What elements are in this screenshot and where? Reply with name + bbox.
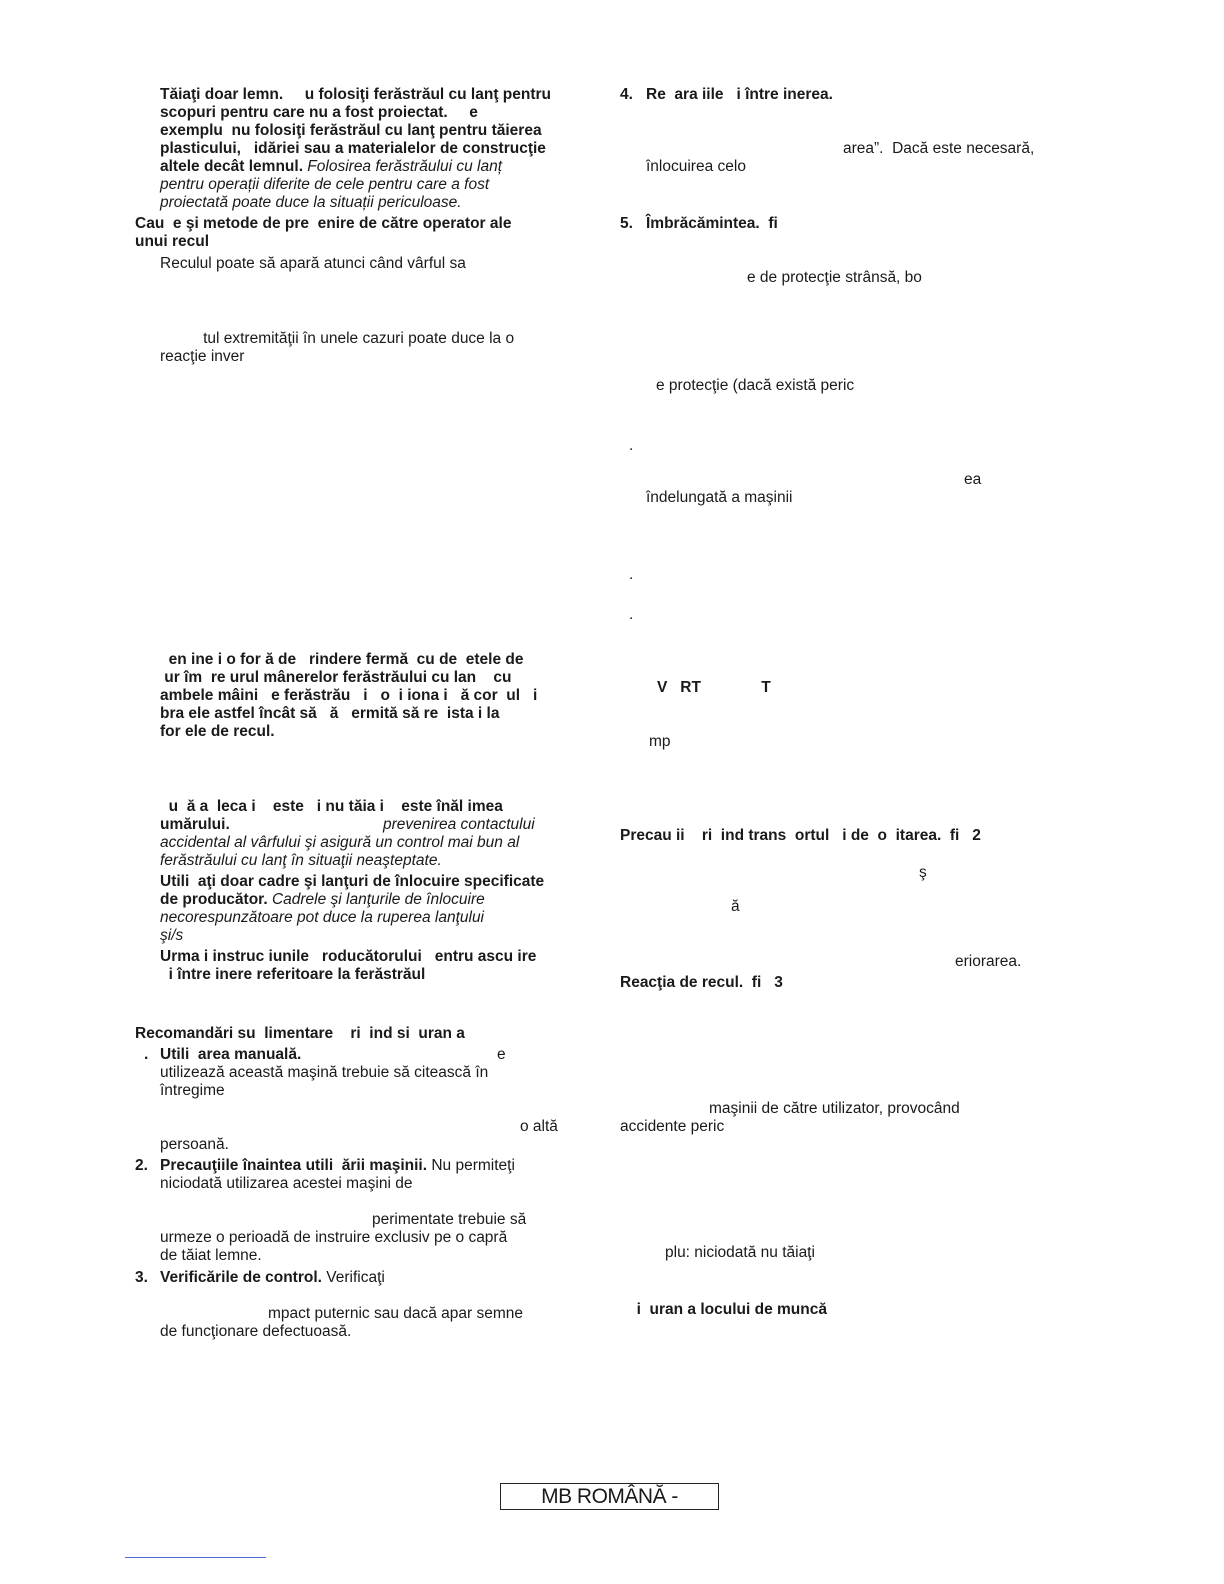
- rec5-line-2: e de protecţie strânsă, bo: [747, 269, 922, 286]
- grip-line-3: ambele mâini e ferăstrău i o i iona i ă cor ul i: [160, 687, 538, 704]
- parts-line-2-italic: Cadrele şi lanţurile de înlocuire: [267, 891, 485, 908]
- rec4-number: 4.: [620, 86, 633, 103]
- parts-line-2: [160, 891, 485, 909]
- rec4-title: Re ara iile i între inerea.: [646, 86, 833, 103]
- rec5-line-8: .: [629, 606, 634, 623]
- kickback-reaction-line-4: plu: niciodată nu tăiaţi: [665, 1244, 815, 1261]
- rec2-number: 2.: [135, 1157, 148, 1174]
- rec4-line-3: înlocuirea celo: [646, 158, 746, 175]
- parts-line-1: Utili aţi doar cadre şi lanţuri de înlocuire specificate: [160, 873, 545, 890]
- rec2-line-5: de tăiat lemne.: [160, 1247, 262, 1264]
- intro-line-5: [160, 158, 502, 176]
- kickback-heading-line-2: unui recul: [135, 233, 210, 250]
- kickback-reaction-line-2: maşinii de către utilizator, provocând: [709, 1100, 960, 1117]
- parts-line-2-bold: de producător.: [160, 891, 268, 908]
- shoulder-line-2-bold: umărului.: [160, 816, 230, 833]
- intro-line-3: exemplu nu folosiţi ferăstrăul cu lanţ pentru tăierea: [160, 122, 542, 139]
- sharpen-line-1: Urma i instruc iunile roducătorului entru ascu ire: [160, 948, 537, 965]
- transport-heading: Precau ii ri ind trans ortul i de o itarea. fi 2: [620, 827, 981, 844]
- shoulder-line-4: ferăstrăului cu lanţ în situaţii neaşteptate.: [160, 852, 442, 869]
- rec3-line-1: [160, 1269, 385, 1287]
- rec2-line-2: niciodată utilizarea acestei maşini de: [160, 1175, 413, 1192]
- rec2-line-4: urmeze o perioadă de instruire exclusiv pe o capră: [160, 1229, 508, 1246]
- transport-line-2: ă: [731, 898, 740, 915]
- rec5-number: 5.: [620, 215, 633, 232]
- kickback-reaction-title: Reacţia de recul. fi 3: [620, 974, 783, 991]
- rec5-line-5: ea: [964, 471, 982, 488]
- rec5-line-3: e protecţie (dacă există peric: [656, 377, 855, 394]
- rec3-number: 3.: [135, 1269, 148, 1286]
- recommendations-heading: Recomandări su limentare ri ind si uran a: [135, 1025, 465, 1042]
- rec5-line-4: .: [629, 437, 634, 454]
- rec2-title: Precauţiile înaintea utili ării maşinii.: [160, 1157, 428, 1174]
- rec1-line-3: întregime: [160, 1082, 225, 1099]
- intro-line-6: pentru operații diferite de cele pentru care a fost: [160, 176, 490, 193]
- intro-line-7: proiectată poate duce la situații periculoase.: [160, 194, 462, 211]
- shoulder-line-1: u ă a leca i este i nu tăia i este înăl imea: [160, 798, 503, 815]
- rec3-title: Verificările de control.: [160, 1269, 322, 1286]
- kickback-text-line-3: reacţie inver: [160, 348, 245, 365]
- rec3-line-2: mpact puternic sau dacă apar semne: [268, 1305, 524, 1322]
- kickback-text-line-2: tul extremităţii în unele cazuri poate duce la o: [160, 330, 515, 347]
- rec5-line-6: îndelungată a maşinii: [646, 489, 793, 506]
- transport-line-3: eriorarea.: [955, 953, 1022, 970]
- rec5-line-9: V RT T: [657, 679, 771, 696]
- page-footer-label: MB ROMÂNĂ -: [500, 1483, 719, 1510]
- intro-line-4: plasticului, idăriei sau a materialelor de construcţie: [160, 140, 546, 157]
- rec5-line-10: mp: [649, 733, 671, 750]
- workplace-heading: i uran a locului de muncă: [628, 1301, 827, 1318]
- rec2-line-1: [160, 1157, 515, 1175]
- rec1-tail: e: [497, 1046, 506, 1063]
- grip-line-4: bra ele astfel încât să ă ermită să re ista i la: [160, 705, 500, 722]
- intro-line-1: Tăiaţi doar lemn. u folosiţi ferăstrăul cu lanţ pentru: [160, 86, 552, 103]
- kickback-text-line-1: Reculul poate să apară atunci când vârful sa: [160, 255, 466, 272]
- rec1-line-4: o altă: [520, 1118, 558, 1135]
- rec2-line-3: perimentate trebuie să: [372, 1211, 527, 1228]
- kickback-heading-line-1: Cau e şi metode de pre enire de către operator ale: [135, 215, 512, 232]
- parts-line-3: necorespunzătoare pot duce la ruperea lanţului: [160, 909, 485, 926]
- shoulder-line-3: accidental al vârfului şi asigură un control mai bun al: [160, 834, 520, 851]
- intro-line-2: scopuri pentru care nu a fost proiectat. e: [160, 104, 478, 121]
- sharpen-line-2: i între inere referitoare la ferăstrăul: [160, 966, 426, 983]
- intro-line-5-bold: altele decât lemnul.: [160, 158, 303, 175]
- shoulder-line-2-italic: prevenirea contactului: [383, 816, 535, 833]
- grip-line-1: en ine i o for ă de rindere fermă cu de etele de: [160, 651, 524, 668]
- bottom-rule: [125, 1557, 266, 1558]
- rec1-number: .: [144, 1046, 149, 1063]
- kickback-reaction-line-3: accidente peric: [620, 1118, 725, 1135]
- transport-line-1: ş: [919, 864, 927, 881]
- intro-line-5-italic: Folosirea ferăstrăului cu lanț: [303, 158, 503, 175]
- rec1-title: Utili area manuală.: [160, 1046, 302, 1063]
- rec1-line-5: persoană.: [160, 1136, 229, 1153]
- grip-line-2: ur îm re urul mânerelor ferăstrăului cu lan cu: [160, 669, 512, 686]
- rec3-tail: Verificaţi: [321, 1269, 385, 1286]
- rec1-line-2: utilizează această maşină trebuie să citească în: [160, 1064, 489, 1081]
- rec5-line-7: .: [629, 566, 634, 583]
- rec4-line-2: area”. Dacă este necesară,: [843, 140, 1035, 157]
- grip-line-5: for ele de recul.: [160, 723, 275, 740]
- parts-line-4: şi/s: [160, 927, 184, 944]
- rec5-title: Îmbrăcămintea. fi: [646, 215, 778, 232]
- rec2-tail: Nu permiteţi: [427, 1157, 515, 1174]
- rec3-line-3: de funcţionare defectuoasă.: [160, 1323, 352, 1340]
